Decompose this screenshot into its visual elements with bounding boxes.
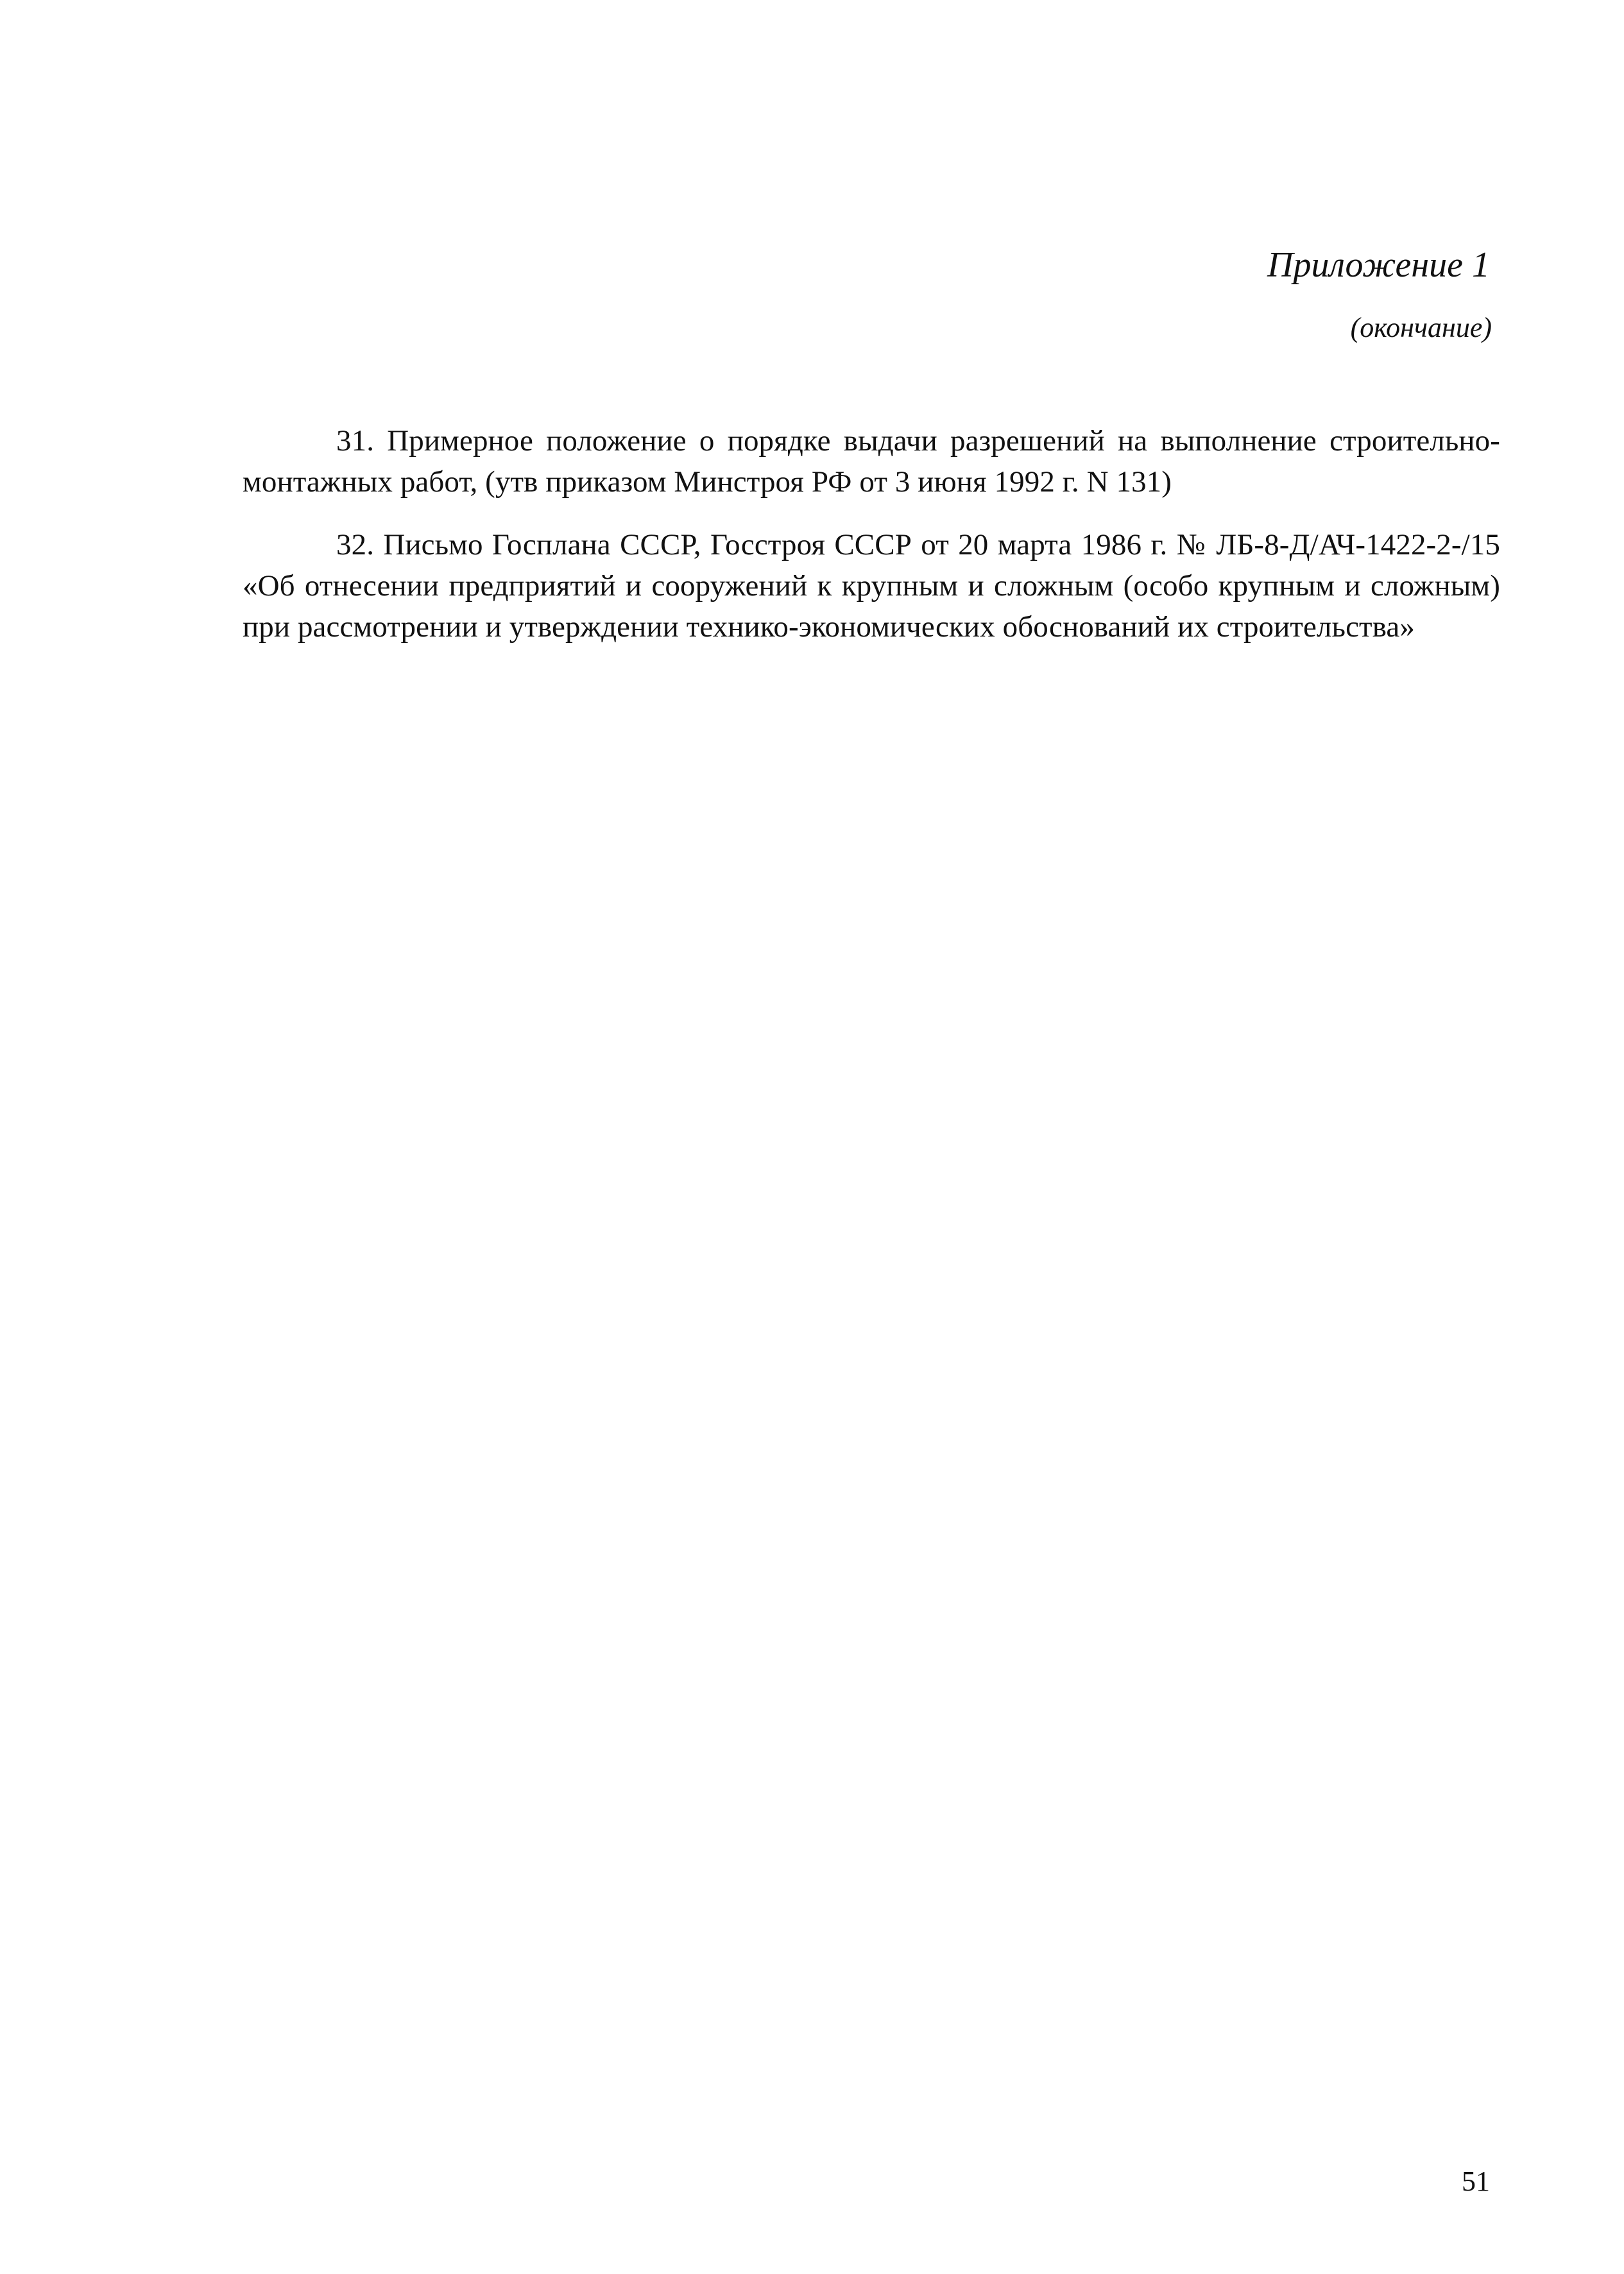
appendix-subtitle: (окончание) <box>1350 312 1492 343</box>
appendix-title: Приложение 1 <box>1267 245 1490 285</box>
document-list <box>243 420 1500 669</box>
list-item-31: 31. Примерное положение о порядке выдачи разрешений на выполнение строительно-монтажных работ, (утв приказом Минстроя РФ от 3 июня 1992 г. N 131) <box>243 424 1500 499</box>
page-number: 51 <box>1462 2166 1490 2197</box>
list-item-32: 32. Письмо Госплана СССР, Госстроя СССР от 20 марта 1986 г. № ЛБ-8-Д/АЧ-1422-2-/15 «Об отнесении предприятий и сооружений к крупным и сложным (особо крупным и сложным) при рассмотрении и утверждении технико-экономических обоснований их строительства» <box>243 528 1500 644</box>
